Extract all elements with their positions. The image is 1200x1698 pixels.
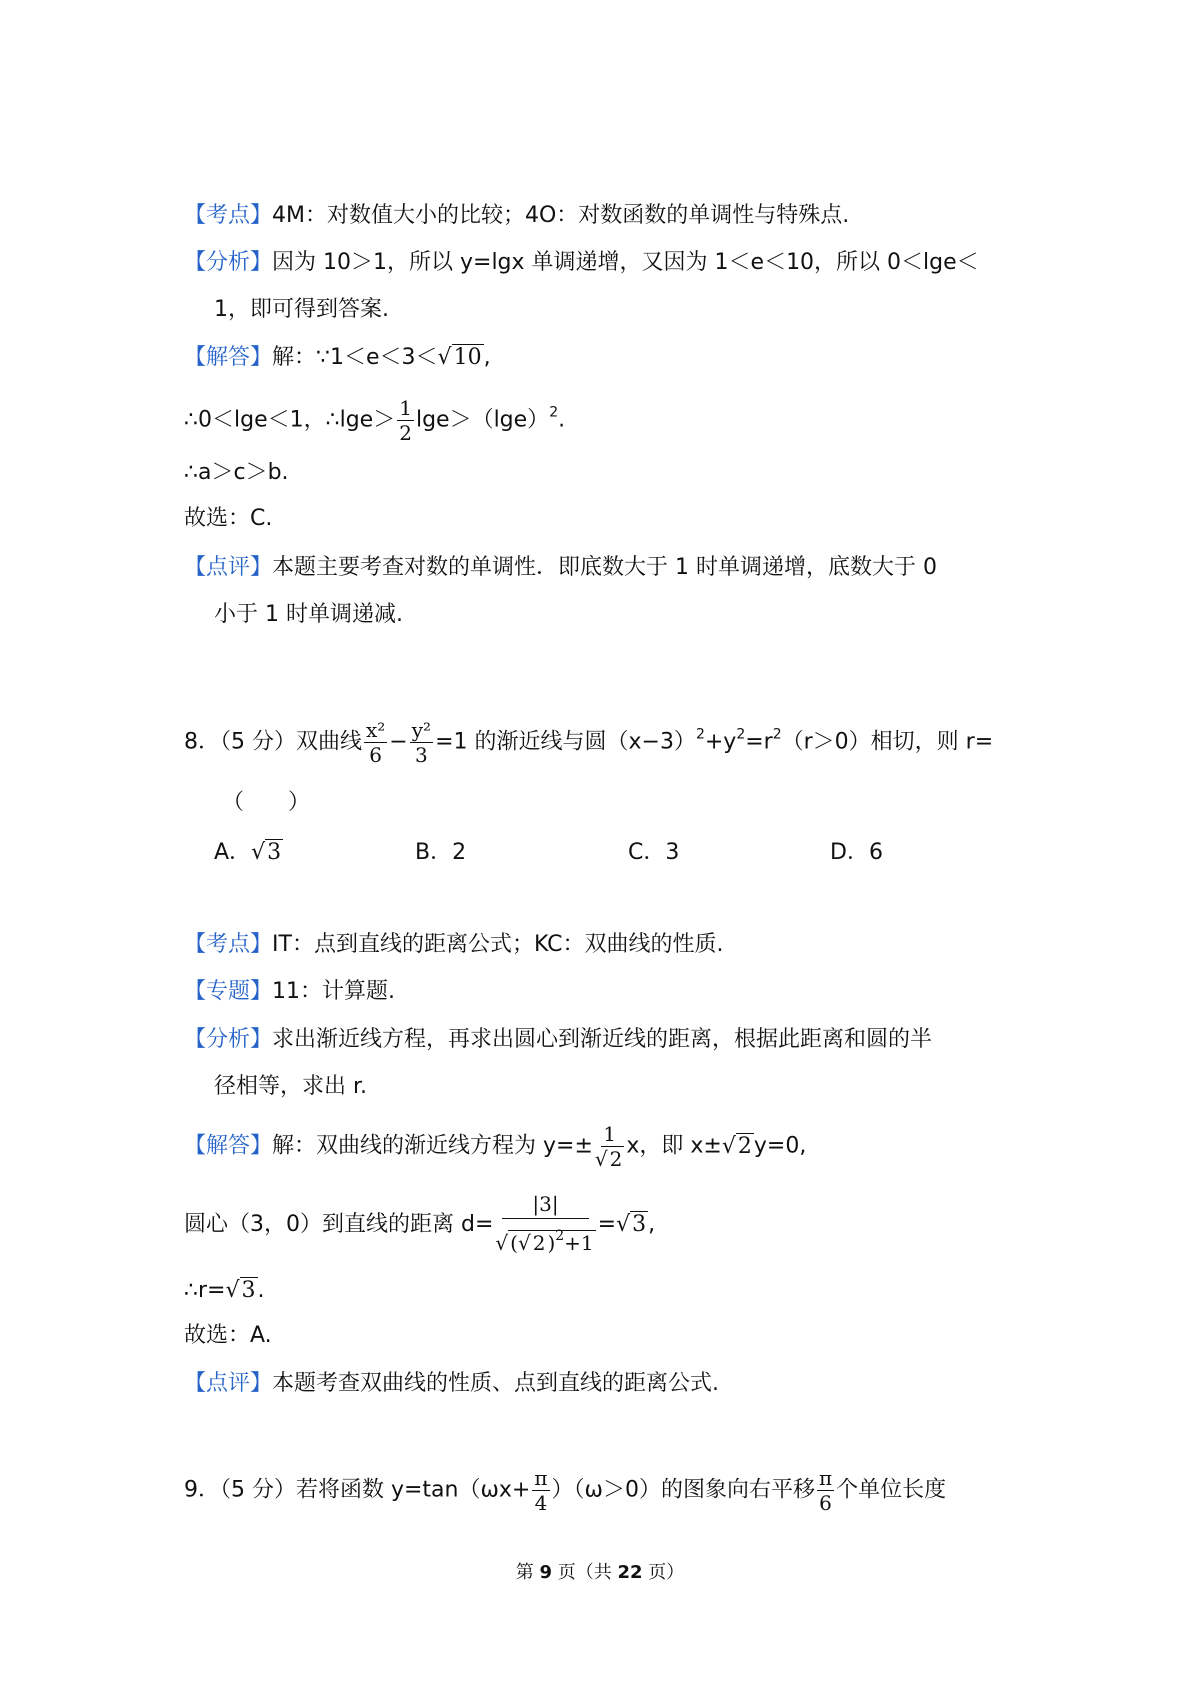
dianping-tag: 【点评】 xyxy=(184,1371,273,1396)
q8-answer: 故选：A. xyxy=(184,1323,272,1348)
q8-fenxi: 【分析】求出渐近线方程，再求出圆心到渐近线的距离，根据此距离和圆的半 xyxy=(184,1027,933,1052)
q8-kaodian: 【考点】IT：点到直线的距离公式；KC：双曲线的性质. xyxy=(184,932,724,957)
page-footer: 第 9 页（共 22 页） xyxy=(515,1562,685,1583)
kaodian-tag: 【考点】 xyxy=(184,203,273,228)
fraction-distance: $\frac{|3|}{√ (√ 2 )^2+1}$ xyxy=(495,1192,594,1255)
q8-zhuanti: 【专题】11：计算题. xyxy=(184,979,396,1004)
q7-step1: ∴0＜lge＜1，∴lge＞ $\frac{1}{2}$ $\lg e>(\lg e)^2$. xyxy=(184,396,566,445)
page-number: 9 xyxy=(539,1562,552,1583)
fenxi-tag: 【分析】 xyxy=(184,1027,273,1052)
page-total: 22 xyxy=(617,1562,643,1583)
sqrt-2: √2 xyxy=(721,1133,752,1159)
q8-option-a: A．√3 xyxy=(214,838,283,868)
q7-fenxi: 【分析】因为 10＞1，所以 y=lgx 单调递增，又因为 1＜e＜10，所以 0＜lge＜ xyxy=(184,250,979,275)
q8-distance: 圆心（3，0）到直线的距离 d= $\frac{|3|}{√ (√ 2 )^2+1}$ =√3, xyxy=(184,1190,655,1260)
q7-dianping-cont: 小于 1 时单调递减. xyxy=(214,602,403,627)
zhuanti-tag: 【专题】 xyxy=(184,979,273,1004)
q8-option-d: D．6 xyxy=(830,840,883,865)
sqrt-3: √3 xyxy=(616,1212,647,1237)
q8-jieda: 【解答】解：双曲线的渐近线方程为 y=± $\frac{1}{√ 2}$ x，即 x±√2y=0, xyxy=(184,1122,807,1171)
jieda-tag: 【解答】 xyxy=(184,1133,273,1159)
fraction-y2-3: $\frac{\text{y²}}{3}$ xyxy=(411,718,432,767)
fraction-1-sqrt2: $\frac{1}{√ 2}$ xyxy=(594,1122,623,1171)
dianping-tag: 【点评】 xyxy=(184,555,273,580)
q7-jieda: 【解答】解：∵1＜e＜3＜√10, xyxy=(184,343,491,373)
q7-step2: ∴a＞c＞b. xyxy=(184,460,289,485)
q7-fenxi-cont: 1，即可得到答案. xyxy=(214,297,389,322)
q8-option-b: B．2 xyxy=(415,840,467,865)
q9-stem: 9．（5 分）若将函数 y=tan（ωx+ $\frac{\pi}{4}$ ）（ω＞0）的图象向右平移 $\frac{\pi}{6}$ 个单位长度 xyxy=(184,1466,947,1515)
fraction-pi-6: $\frac{\pi}{6}$ xyxy=(818,1466,833,1515)
q8-fenxi-cont: 径相等，求出 r. xyxy=(214,1074,368,1099)
q7-kaodian: 【考点】4M：对数值大小的比较；4O：对数函数的单调性与特殊点. xyxy=(184,203,850,228)
jieda-tag: 【解答】 xyxy=(184,345,273,370)
q8-result: ∴r=√3. xyxy=(184,1276,265,1306)
sqrt-10: √10 xyxy=(437,345,482,370)
q7-answer: 故选：C. xyxy=(184,506,273,531)
sqrt-3: √3 xyxy=(251,840,282,865)
fraction-x2-6: $\frac{\text{x²}}{6}$ xyxy=(366,718,386,767)
q8-dianping: 【点评】本题考查双曲线的性质、点到直线的距离公式. xyxy=(184,1371,720,1396)
sqrt-3: √3 xyxy=(225,1278,256,1303)
q8-stem: 8．（5 分）双曲线 $\frac{\text{x²}}{6}$ − $\frac{\text{y²}}{3}$ =1 的渐近线与圆$(x-3)^2+y^2=r^2(r>0)$相切，则 r= xyxy=(184,718,994,767)
q7-dianping: 【点评】本题主要考查对数的单调性．即底数大于 1 时单调递增，底数大于 0 xyxy=(184,555,937,580)
kaodian-tag: 【考点】 xyxy=(184,932,273,957)
q8-option-c: C．3 xyxy=(628,840,680,865)
fraction-half: $\frac{1}{2}$ xyxy=(399,396,412,445)
q8-paren: （ ） xyxy=(222,790,311,815)
fraction-pi-4: $\frac{\pi}{4}$ xyxy=(534,1466,548,1515)
fenxi-tag: 【分析】 xyxy=(184,250,273,275)
